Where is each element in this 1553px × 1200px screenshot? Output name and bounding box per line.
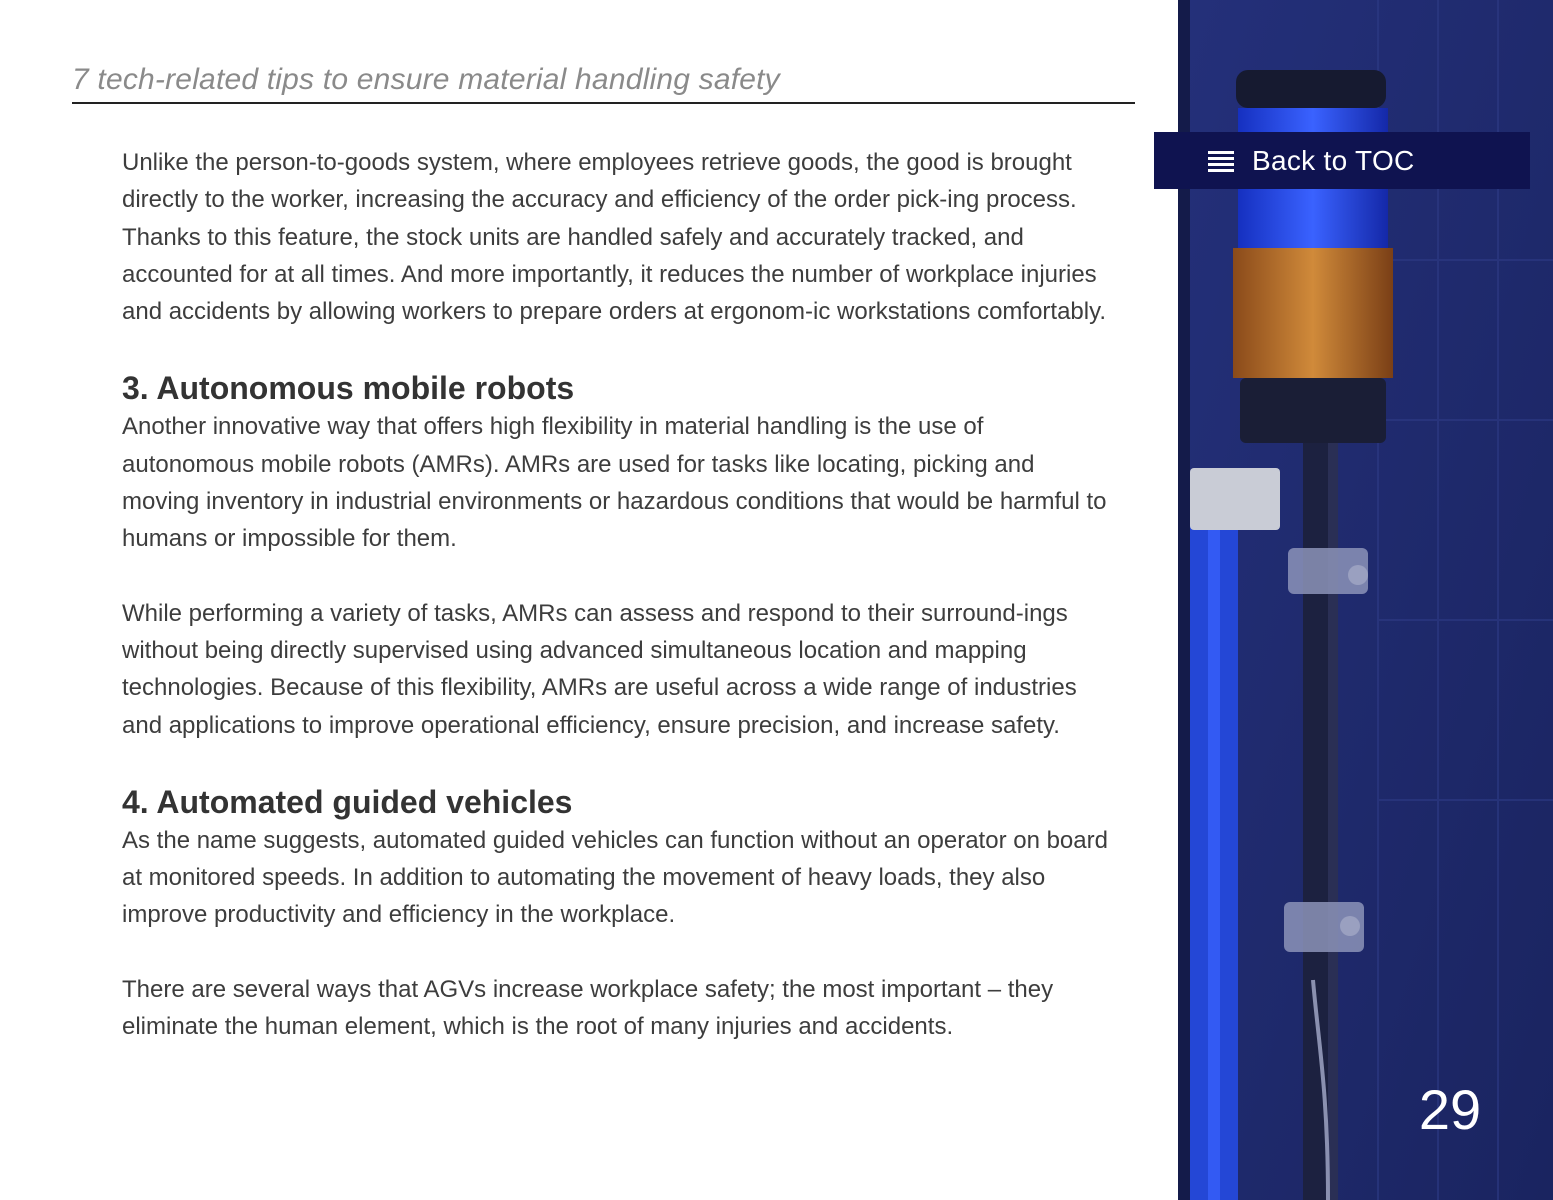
main-content (122, 144, 1112, 1045)
list-icon (1208, 150, 1234, 172)
intro-paragraph: Unlike the person-to-goods system, where employees retrieve goods, the good is brought directly to the worker, increasing the accuracy and efficiency of the order pick-ing process. Thanks to this feature, the stock units are handled safely and accurately tracked, and accounted for at all times. And more importantly, it reduces the number of workplace injuries and accidents by allowing workers to prepare orders at ergonom-ic workstations comfortably. (122, 149, 1106, 326)
paragraph: Another innovative way that offers high flexibility in material handling is the use of autonomous mobile robots (AMRs). AMRs are used for tasks like locating, picking and moving inventory in industrial environments or hazardous conditions that would be harmful to humans or impossible for them. (122, 413, 1107, 553)
page-number: 29 (1418, 1078, 1482, 1141)
paragraph: There are several ways that AGVs increase workplace safety; the most important – they eliminate the human element, which is the root of many injuries and accidents. (122, 975, 1054, 1041)
back-to-toc-button[interactable] (1154, 132, 1530, 189)
document-title: 7 tech-related tips to ensure material handling safety (72, 63, 780, 96)
section-agv (122, 782, 1112, 1045)
section-amr (122, 368, 1112, 743)
paragraph: As the name suggests, automated guided vehicles can function without an operator on board at monitored speeds. In addition to automating the movement of heavy loads, they also improve productivity and efficiency in the workplace. (122, 826, 1108, 929)
section-heading: 4. Automated guided vehicles (122, 783, 573, 820)
paragraph: While performing a variety of tasks, AMRs can assess and respond to their surround-ings without being directly supervised using advanced simultaneous location and mapping technologies. Because of this flexibility, AMRs are useful across a wide range of industries and applications to improve operational efficiency, ensure precision, and increase safety. (122, 599, 1077, 739)
back-to-toc-label: Back to TOC (1252, 144, 1415, 176)
section-heading: 3. Autonomous mobile robots (122, 370, 575, 407)
page-header (72, 62, 1135, 104)
